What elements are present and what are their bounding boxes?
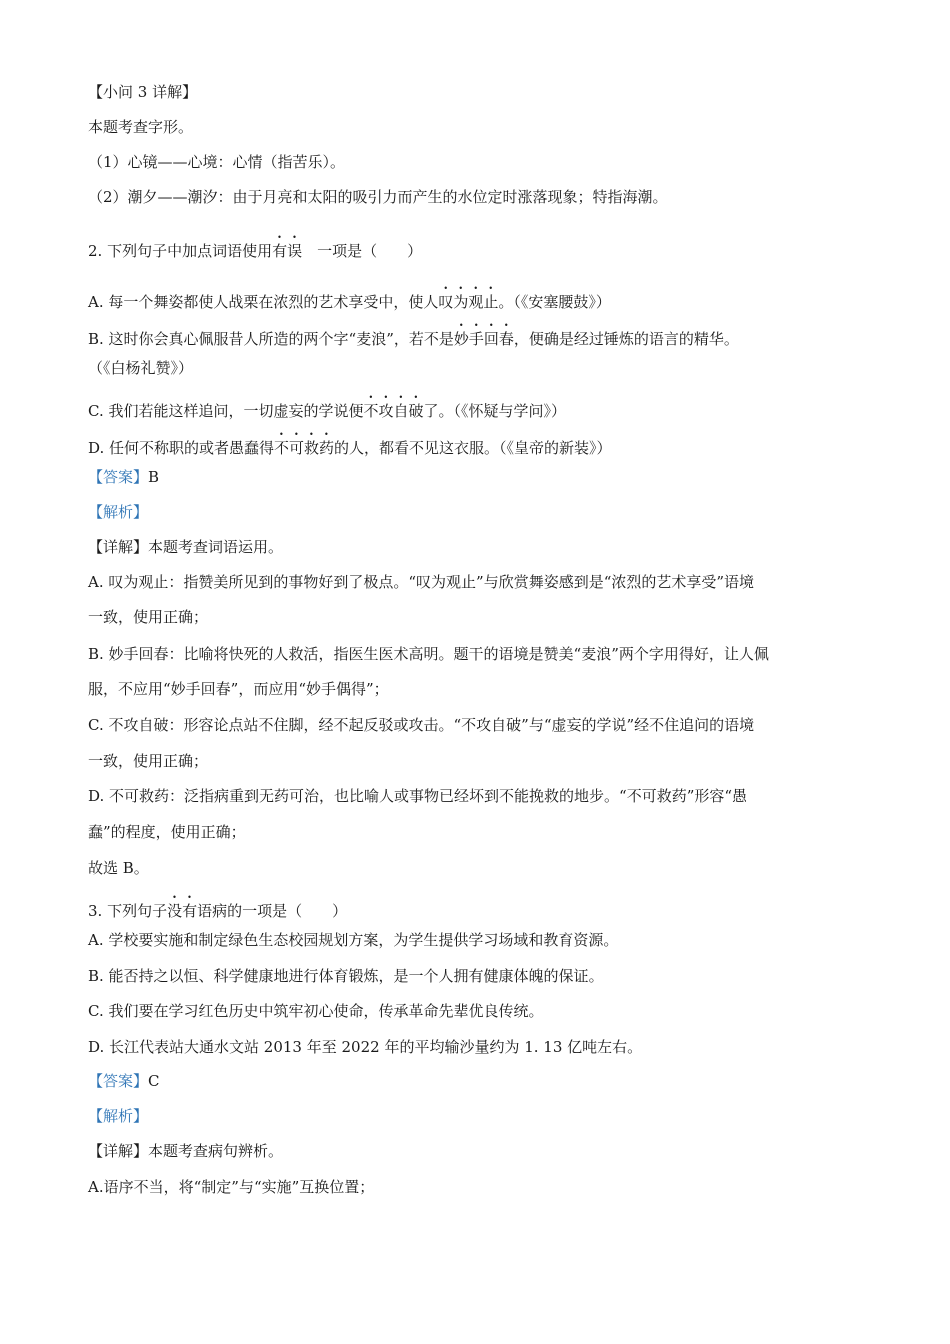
q2-explanation-b-line2: 服，不应用“妙手回春”，而应用“妙手偶得”； <box>88 680 389 698</box>
q3-detail-intro: 本题考查病句辨析。 <box>148 1142 284 1160</box>
q2-option-c-pre: C. 我们若能这样追问，一切虚妄的学说便 <box>88 402 364 420</box>
q3-option-a: A. 学校要实施和制定绿色生态校园规划方案，为学生提供学习场域和教育资源。 <box>88 931 619 949</box>
q2-option-c-emphasis: 不攻自破 <box>363 402 424 420</box>
q2-stem-pre: 2. 下列句子中加点词语使用 <box>88 242 273 260</box>
q2-answer <box>88 467 159 487</box>
q2-explanation-d-line1: D. 不可救药：泛指病重到无药可治，也比喻人或事物已经坏到不能挽救的地步。“不可救药”形容“愚 <box>88 787 748 805</box>
q3-detail <box>88 1141 283 1161</box>
q2-detail <box>88 537 283 557</box>
q2-explanation-b-line1: B. 妙手回春：比喻将快死的人救活，指医生医术高明。题干的语境是赞美“麦浪”两个字用得好，让人佩 <box>88 645 769 663</box>
q3-answer-label: 【答案】 <box>88 1072 149 1090</box>
q2-stem <box>88 233 422 261</box>
q2-detail-intro: 本题考查词语运用。 <box>148 538 284 556</box>
q2-explanation-c-line1: C. 不攻自破：形容论点站不住脚，经不起反驳或攻击。“不攻自破”与“虚妄的学说”经不住追问的语境 <box>88 716 755 734</box>
q2-answer-value: B <box>148 468 160 486</box>
q3-answer <box>88 1071 160 1091</box>
q2-option-a-pre: A. 每一个舞姿都使人战栗在浓烈的艺术享受中，使人 <box>88 293 439 311</box>
q2-option-a-emphasis: 叹为观止 <box>438 293 499 311</box>
q2-stem-post: 一项是（ ） <box>317 242 423 260</box>
q3-stem-pre: 3. 下列句子 <box>88 902 168 920</box>
q2-detail-label: 【详解】 <box>88 538 149 556</box>
q3-option-c: C. 我们要在学习红色历史中筑牢初心使命，传承革命先辈优良传统。 <box>88 1002 544 1020</box>
q2-stem-emphasis: 有误 <box>272 242 303 260</box>
q2-option-d-post: 的人，都看不见这衣服。（《皇帝的新装》） <box>334 439 612 457</box>
q2-option-d-pre: D. 任何不称职的或者愚蠢得 <box>88 439 275 457</box>
q2-analysis-label: 【解析】 <box>88 503 149 521</box>
q2-explanation-c-line2: 一致，使用正确； <box>88 752 209 770</box>
q2-option-a <box>88 284 611 312</box>
q2-option-c <box>88 393 566 421</box>
q2-option-b <box>88 321 739 349</box>
q3-stem-post: 语病的一项是（ ） <box>197 902 348 920</box>
q3-option-b: B. 能否持之以恒、科学健康地进行体育锻炼，是一个人拥有健康体魄的保证。 <box>88 967 604 985</box>
q2-option-a-post: 。（《安塞腰鼓》） <box>498 293 611 311</box>
q3-analysis-label: 【解析】 <box>88 1107 149 1125</box>
q3-detail-label: 【详解】 <box>88 1142 149 1160</box>
q2-option-b-post: ，便确是经过锤炼的语言的精华。 <box>513 330 739 348</box>
part3-item-1: （1）心镜——心境：心情（指苦乐）。 <box>88 153 346 171</box>
q2-option-c-post: 了。（《怀疑与学问》） <box>423 402 567 420</box>
q2-explanation-a-line2: 一致，使用正确； <box>88 608 209 626</box>
q2-explanation-d-line2: 蠢”的程度，使用正确； <box>88 823 246 841</box>
q3-explanation-a: A.语序不当，将“制定”与“实施”互换位置； <box>88 1178 375 1196</box>
q3-stem-emphasis: 没有 <box>167 902 198 920</box>
q3-option-d: D. 长江代表站大通水文站 2013 年至 2022 年的平均输沙量约为 1. 13 亿吨左右。 <box>88 1038 643 1056</box>
q2-option-d-emphasis: 不可救药 <box>274 439 335 457</box>
q2-explanation-a-line1: A. 叹为观止：指赞美所见到的事物好到了极点。“叹为观止”与欣赏舞姿感到是“浓烈的艺术享受”语境 <box>88 573 755 591</box>
q3-answer-value: C <box>148 1072 160 1090</box>
q2-option-b-pre: B. 这时你会真心佩服昔人所造的两个字“麦浪”，若不是 <box>88 330 454 348</box>
q2-option-d <box>88 430 612 458</box>
part3-heading: 【小问 3 详解】 <box>88 83 198 101</box>
part3-intro: 本题考查字形。 <box>88 118 194 136</box>
q2-option-b-source: （《白杨礼赞》） <box>88 359 194 377</box>
q3-stem <box>88 893 347 921</box>
q2-conclusion: 故选 B。 <box>88 859 149 877</box>
q2-option-b-emphasis: 妙手回春 <box>453 330 514 348</box>
part3-item-2: （2）潮夕——潮汐：由于月亮和太阳的吸引力而产生的水位定时涨落现象；特指海潮。 <box>88 188 668 206</box>
q2-answer-label: 【答案】 <box>88 468 149 486</box>
